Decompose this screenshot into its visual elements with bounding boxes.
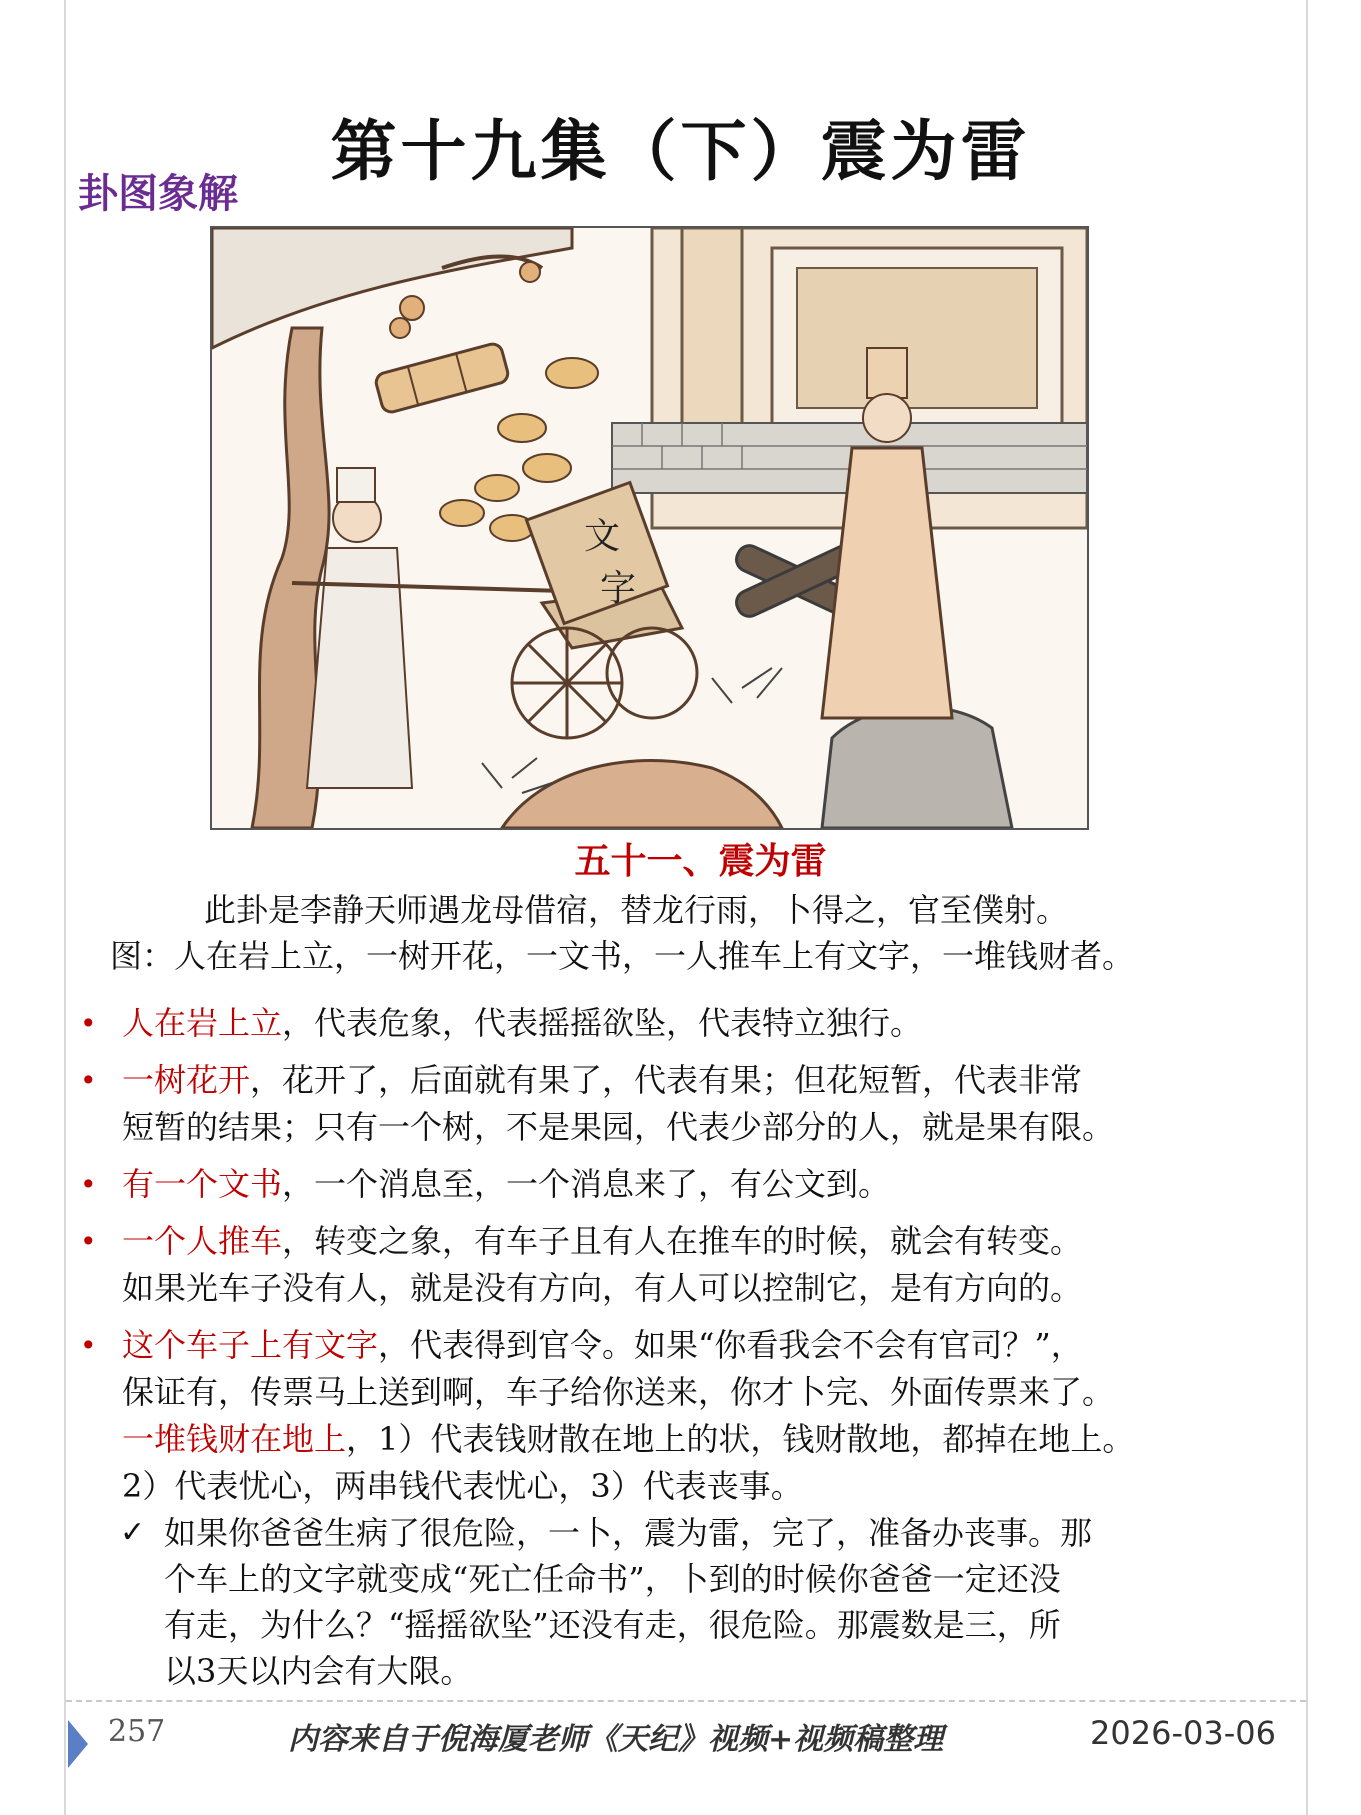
- section-label: 卦图象解: [78, 170, 238, 217]
- footer-divider: [66, 1700, 1306, 1702]
- checkmark-icon: ✓: [120, 1515, 146, 1550]
- sign-text-bottom: 字: [600, 568, 637, 609]
- highlight-phrase: 人在岩上立: [122, 1004, 283, 1042]
- item-text: ，花开了，后面就有果了，代表有果；但花短暂，代表非常: [250, 1061, 1083, 1099]
- list-item: [76, 1000, 1306, 1047]
- item-text: 2）代表忧心，两串钱代表忧心，3）代表丧事。: [122, 1467, 803, 1505]
- highlight-phrase: 一个人推车: [122, 1222, 283, 1260]
- interpretation-list: [76, 1000, 1306, 1520]
- bullet-dot-icon: •: [80, 1007, 97, 1040]
- bullet-dot-icon: •: [80, 1064, 97, 1097]
- footer-date: 2026-03-06: [1090, 1714, 1276, 1752]
- item-text: ，转变之象，有车子且有人在推车的时候，就会有转变。: [282, 1222, 1083, 1260]
- intro-line: 图：人在岩上立，一树开花，一文书，一人推车上有文字，一堆钱财者。: [110, 937, 1135, 975]
- page-number: 257: [108, 1714, 166, 1749]
- intro-line: 此卦是李静天师遇龙母借宿，替龙行雨，卜得之，官至僕射。: [204, 891, 1069, 929]
- page-frame-right: [1306, 0, 1308, 1815]
- item-text: ，一个消息至，一个消息来了，有公文到。: [282, 1165, 891, 1203]
- bullet-dot-icon: •: [80, 1168, 97, 1201]
- highlight-phrase: 一树花开: [122, 1061, 251, 1099]
- item-text: 如果光车子没有人，就是没有方向，有人可以控制它，是有方向的。: [122, 1269, 1083, 1307]
- list-item: [76, 1161, 1306, 1208]
- hexagram-title: 五十一、震为雷: [574, 840, 827, 882]
- bullet-dot-icon: •: [80, 1225, 97, 1258]
- item-text: 保证有，传票马上送到啊，车子给你送来，你才卜完、外面传票来了。: [122, 1373, 1115, 1411]
- note-line: 如果你爸爸生病了很危险，一卜，震为雷，完了，准备办丧事。那: [164, 1514, 1093, 1552]
- example-note: [120, 1510, 1270, 1694]
- footer-triangle-icon: [68, 1720, 88, 1768]
- item-text: ，代表得到官令。如果“你看我会不会有官司？”，: [378, 1326, 1083, 1364]
- page-frame-left: [64, 0, 66, 1815]
- sign-text-top: 文: [584, 516, 621, 557]
- item-text: 短暂的结果；只有一个树，不是果园，代表少部分的人，就是果有限。: [122, 1108, 1115, 1146]
- highlight-phrase: 这个车子上有文字: [122, 1326, 379, 1364]
- illustration-drawing: [212, 228, 1087, 828]
- highlight-phrase: 有一个文书: [122, 1165, 283, 1203]
- hexagram-illustration: [210, 226, 1089, 830]
- list-item: [76, 1057, 1306, 1151]
- item-text: ，代表危象，代表摇摇欲坠，代表特立独行。: [282, 1004, 923, 1042]
- list-item: [76, 1322, 1306, 1510]
- note-line: 有走，为什么？“摇摇欲坠”还没有走，很危险。那震数是三，所: [164, 1606, 1061, 1644]
- page-title: 第十九集（下）震为雷: [330, 112, 1031, 190]
- footer-source: 内容来自于倪海厦老师《天纪》视频+视频稿整理: [288, 1722, 944, 1757]
- item-text: ，1）代表钱财散在地上的状，钱财散地，都掉在地上。: [346, 1420, 1135, 1458]
- highlight-phrase: 一堆钱财在地上: [122, 1420, 347, 1458]
- bullet-dot-icon: •: [80, 1329, 97, 1362]
- list-item: [76, 1218, 1306, 1312]
- note-line: 个车上的文字就变成“死亡任命书”，卜到的时候你爸爸一定还没: [164, 1560, 1061, 1598]
- note-line: 以3天以内会有大限。: [164, 1652, 473, 1690]
